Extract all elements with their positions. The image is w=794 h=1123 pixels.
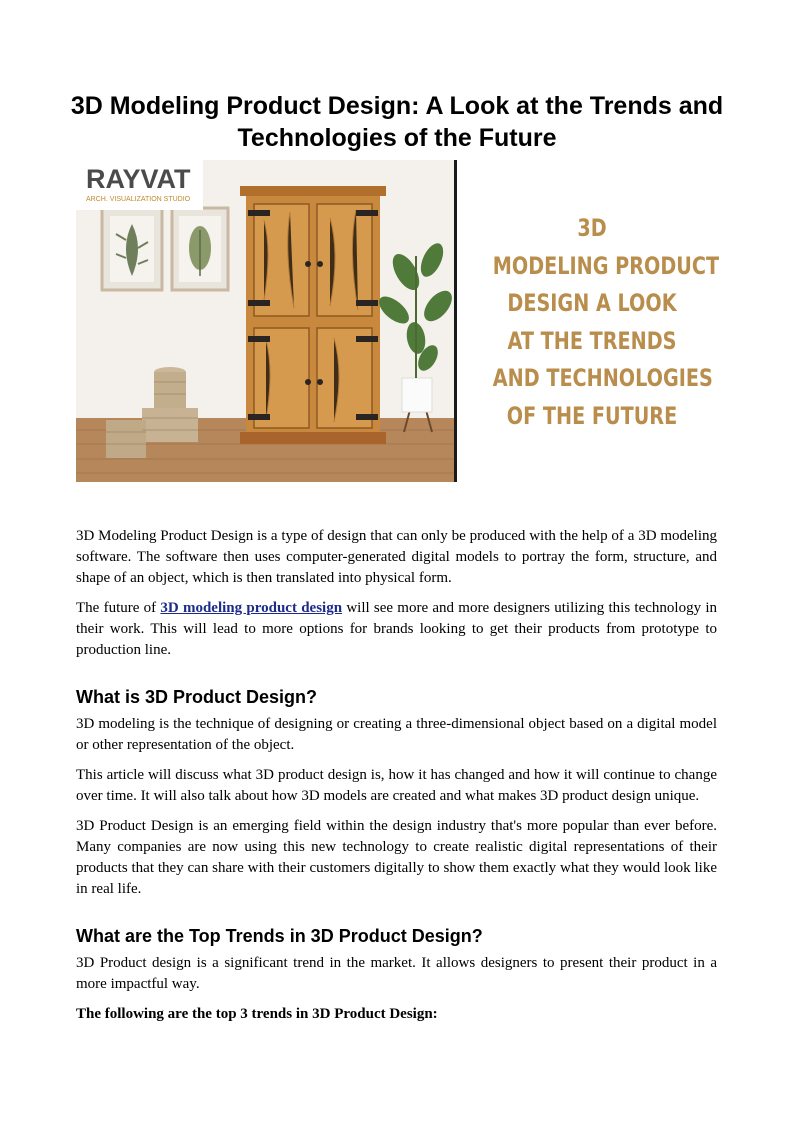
section1-paragraph-1: 3D modeling is the technique of designing or creating a three-dimensional object based on a digital model or other representation of the object. xyxy=(76,716,717,753)
3d-modeling-product-design-link[interactable]: 3D modeling product design xyxy=(160,600,343,616)
hero-divider xyxy=(454,160,457,482)
section2-paragraph-1: 3D Product design is a significant trend in the market. It allows designers to present their product in a more impactful way. xyxy=(76,955,717,992)
intro-paragraph-2 xyxy=(76,598,717,661)
intro-p2-start: The future of xyxy=(76,600,161,616)
hero-headline xyxy=(492,210,720,435)
section1-paragraph-2: This article will discuss what 3D product design is, how it has changed and how it will continue to change over time. It will also talk about how 3D models are created and what makes 3D product design unique. xyxy=(76,767,717,804)
logo-name: RAYVAT xyxy=(86,164,191,194)
hero-headline-line: MODELING PRODUCT xyxy=(492,251,720,280)
article-body xyxy=(76,526,717,1034)
rayvat-logo xyxy=(76,160,203,210)
section2-trends-intro: The following are the top 3 trends in 3D Product Design: xyxy=(76,1006,438,1022)
intro-paragraph-1: 3D Modeling Product Design is a type of design that can only be produced with the help of a 3D modeling software. The software then uses computer-generated digital models to portray the form, structure, and shape of an object, which is then translated into physical form. xyxy=(76,528,717,586)
wardrobe-photo xyxy=(76,160,454,482)
logo-subtitle: ARCH. VISUALIZATION STUDIO xyxy=(86,196,191,203)
hero-headline-line: AND TECHNOLOGIES xyxy=(492,364,713,392)
page-title: 3D Modeling Product Design: A Look at the Trends and Technologies of the Future xyxy=(70,92,724,152)
hero-banner xyxy=(76,160,718,482)
hero-headline-line: AT THE TRENDS xyxy=(507,326,677,355)
hero-headline-line: DESIGN A LOOK xyxy=(507,289,677,317)
section1-paragraph-3: 3D Product Design is an emerging field within the design industry that's more popular than ever before. Many companies are now using this new technology to create realistic digital representations of their products that they can share with their customers digitally to show them exactly what they would look like in real life. xyxy=(76,818,717,897)
hero-headline-line: OF THE FUTURE xyxy=(506,401,678,430)
hero-headline-line: 3D xyxy=(577,214,607,242)
section-heading-what-is: What is 3D Product Design? xyxy=(76,687,318,707)
intro-p2-end: will see more and more designers utilizing this technology in their work. This will lead to more options for brands looking to get their products from prototype to production line. xyxy=(76,600,717,658)
section-heading-top-trends: What are the Top Trends in 3D Product Design? xyxy=(76,926,483,946)
